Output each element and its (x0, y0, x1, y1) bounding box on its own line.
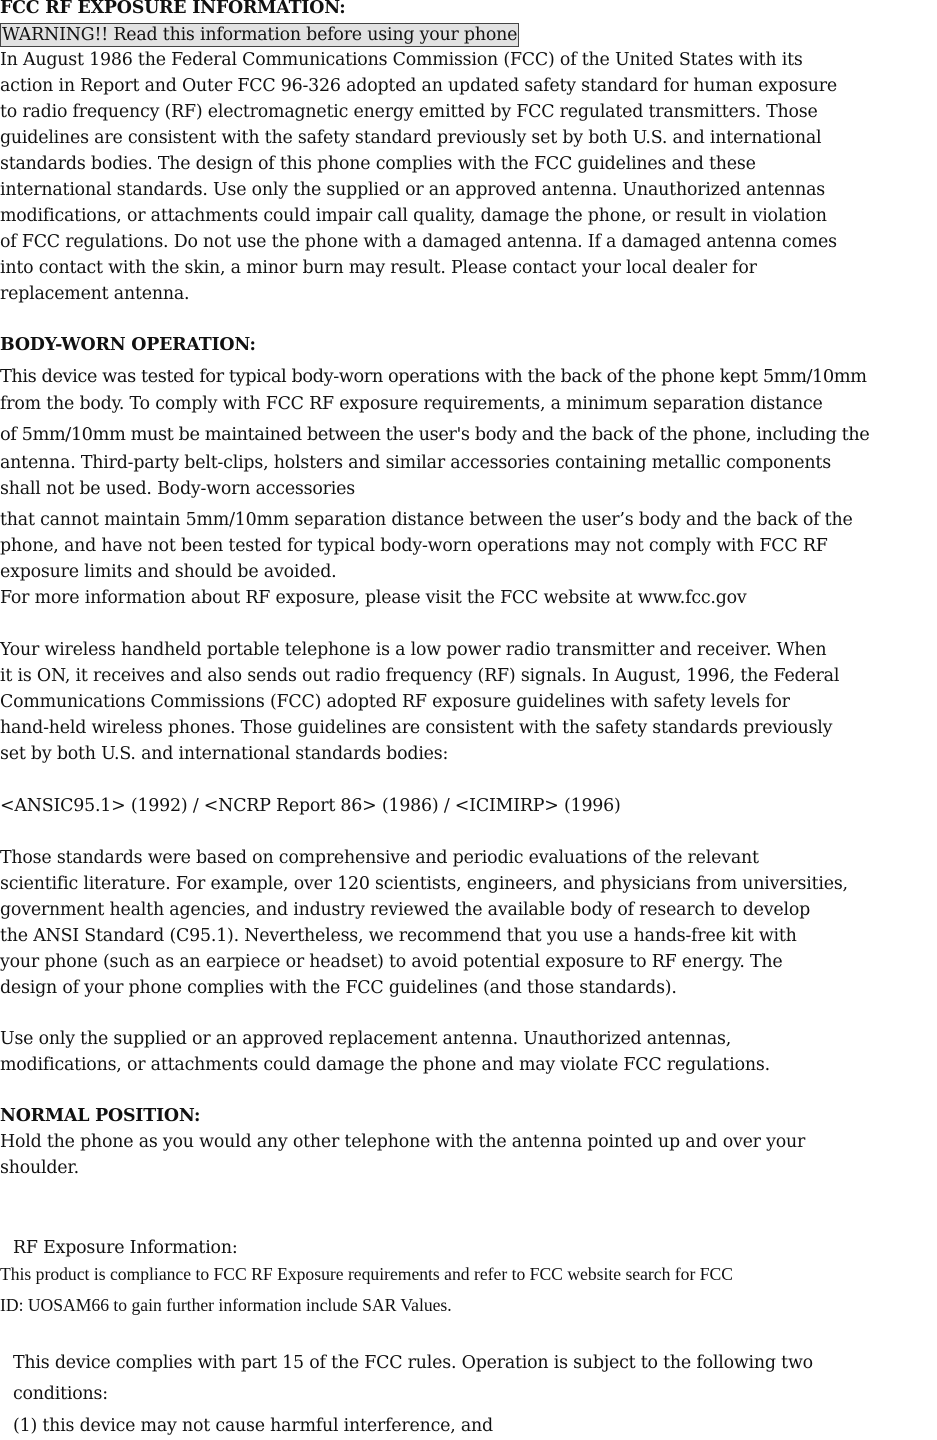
antenna-line: Use only the supplied or an approved replacement antenna. Unauthorized antennas, (0, 1029, 732, 1049)
body-worn-line: that cannot maintain 5mm/10mm separation distance between the user’s body and the back of the (0, 510, 853, 530)
wireless-line: Communications Commissions (FCC) adopted RF exposure guidelines with safety levels for (0, 692, 790, 712)
body-worn-line: antenna. Third-party belt-clips, holsters and similar accessories containing metallic components (0, 453, 831, 473)
fcc-line: action in Report and Outer FCC 96-326 adopted an updated safety standard for human exposure (0, 76, 837, 96)
body-worn-line: phone, and have not been tested for typical body-worn operations may not comply with FCC RF (0, 536, 828, 556)
rf-info-line: This product is compliance to FCC RF Exposure requirements and refer to FCC website search for FCC (0, 1264, 733, 1284)
fcc-line: guidelines are consistent with the safety standard previously set by both U.S. and international (0, 128, 822, 148)
standards-line: Those standards were based on comprehensive and periodic evaluations of the relevant (0, 848, 759, 868)
antenna-line: modifications, or attachments could damage the phone and may violate FCC regulations. (0, 1055, 770, 1075)
body-worn-heading: BODY-WORN OPERATION: (0, 335, 256, 355)
rf-info-heading: RF Exposure Information: (13, 1238, 238, 1258)
normal-position-heading: NORMAL POSITION: (0, 1106, 201, 1126)
fcc-line: In August 1986 the Federal Communications Commission (FCC) of the United States with its (0, 50, 803, 70)
standards-list: <ANSIC95.1> (1992) / <NCRP Report 86> (1986) / <ICIMIRP> (1996) (0, 796, 621, 816)
part15-line: This device complies with part 15 of the FCC rules. Operation is subject to the following two (13, 1353, 813, 1373)
normal-position-line: shoulder. (0, 1158, 79, 1178)
fcc-line: of FCC regulations. Do not use the phone with a damaged antenna. If a damaged antenna comes (0, 232, 837, 252)
part15-line: conditions: (13, 1384, 108, 1404)
standards-line: design of your phone complies with the FCC guidelines (and those standards). (0, 978, 677, 998)
body-worn-line: from the body. To comply with FCC RF exposure requirements, a minimum separation distance (0, 394, 823, 414)
wireless-line: set by both U.S. and international standards bodies: (0, 744, 449, 764)
wireless-line: Your wireless handheld portable telephone is a low power radio transmitter and receiver. When (0, 640, 827, 660)
standards-line: scientific literature. For example, over 120 scientists, engineers, and physicians from universities, (0, 874, 848, 894)
fcc-line: into contact with the skin, a minor burn may result. Please contact your local dealer for (0, 258, 757, 278)
standards-line: the ANSI Standard (C95.1). Nevertheless, we recommend that you use a hands-free kit with (0, 926, 797, 946)
rf-info-line: ID: UOSAM66 to gain further information include SAR Values. (0, 1295, 452, 1315)
fcc-line: international standards. Use only the supplied or an approved antenna. Unauthorized antennas (0, 180, 825, 200)
wireless-line: hand-held wireless phones. Those guidelines are consistent with the safety standards previously (0, 718, 833, 738)
wireless-line: it is ON, it receives and also sends out radio frequency (RF) signals. In August, 1996, the Federal (0, 666, 840, 686)
body-worn-line: of 5mm/10mm must be maintained between the user's body and the back of the phone, including the (0, 424, 870, 445)
body-worn-line: exposure limits and should be avoided. (0, 562, 337, 582)
standards-line: your phone (such as an earpiece or headset) to avoid potential exposure to RF energy. The (0, 952, 783, 972)
fcc-line: standards bodies. The design of this phone complies with the FCC guidelines and these (0, 154, 756, 174)
body-worn-line: shall not be used. Body-worn accessories (0, 479, 355, 499)
normal-position-line: Hold the phone as you would any other telephone with the antenna pointed up and over your (0, 1132, 806, 1152)
warning-box: WARNING!! Read this information before using your phone (2, 25, 518, 45)
fcc-line: to radio frequency (RF) electromagnetic energy emitted by FCC regulated transmitters. Those (0, 102, 818, 122)
fcc-line: modifications, or attachments could impair call quality, damage the phone, or result in violation (0, 206, 827, 226)
body-worn-line: This device was tested for typical body-worn operations with the back of the phone kept 5mm/10mm (0, 366, 867, 387)
part15-line: (1) this device may not cause harmful interference, and (13, 1416, 493, 1436)
warning-line (0, 22, 519, 48)
fcc-line: replacement antenna. (0, 284, 190, 304)
fcc-heading: FCC RF EXPOSURE INFORMATION: (0, 0, 346, 18)
standards-line: government health agencies, and industry reviewed the available body of research to develop (0, 900, 811, 920)
fcc-website-line: For more information about RF exposure, please visit the FCC website at www.fcc.gov (0, 588, 747, 608)
